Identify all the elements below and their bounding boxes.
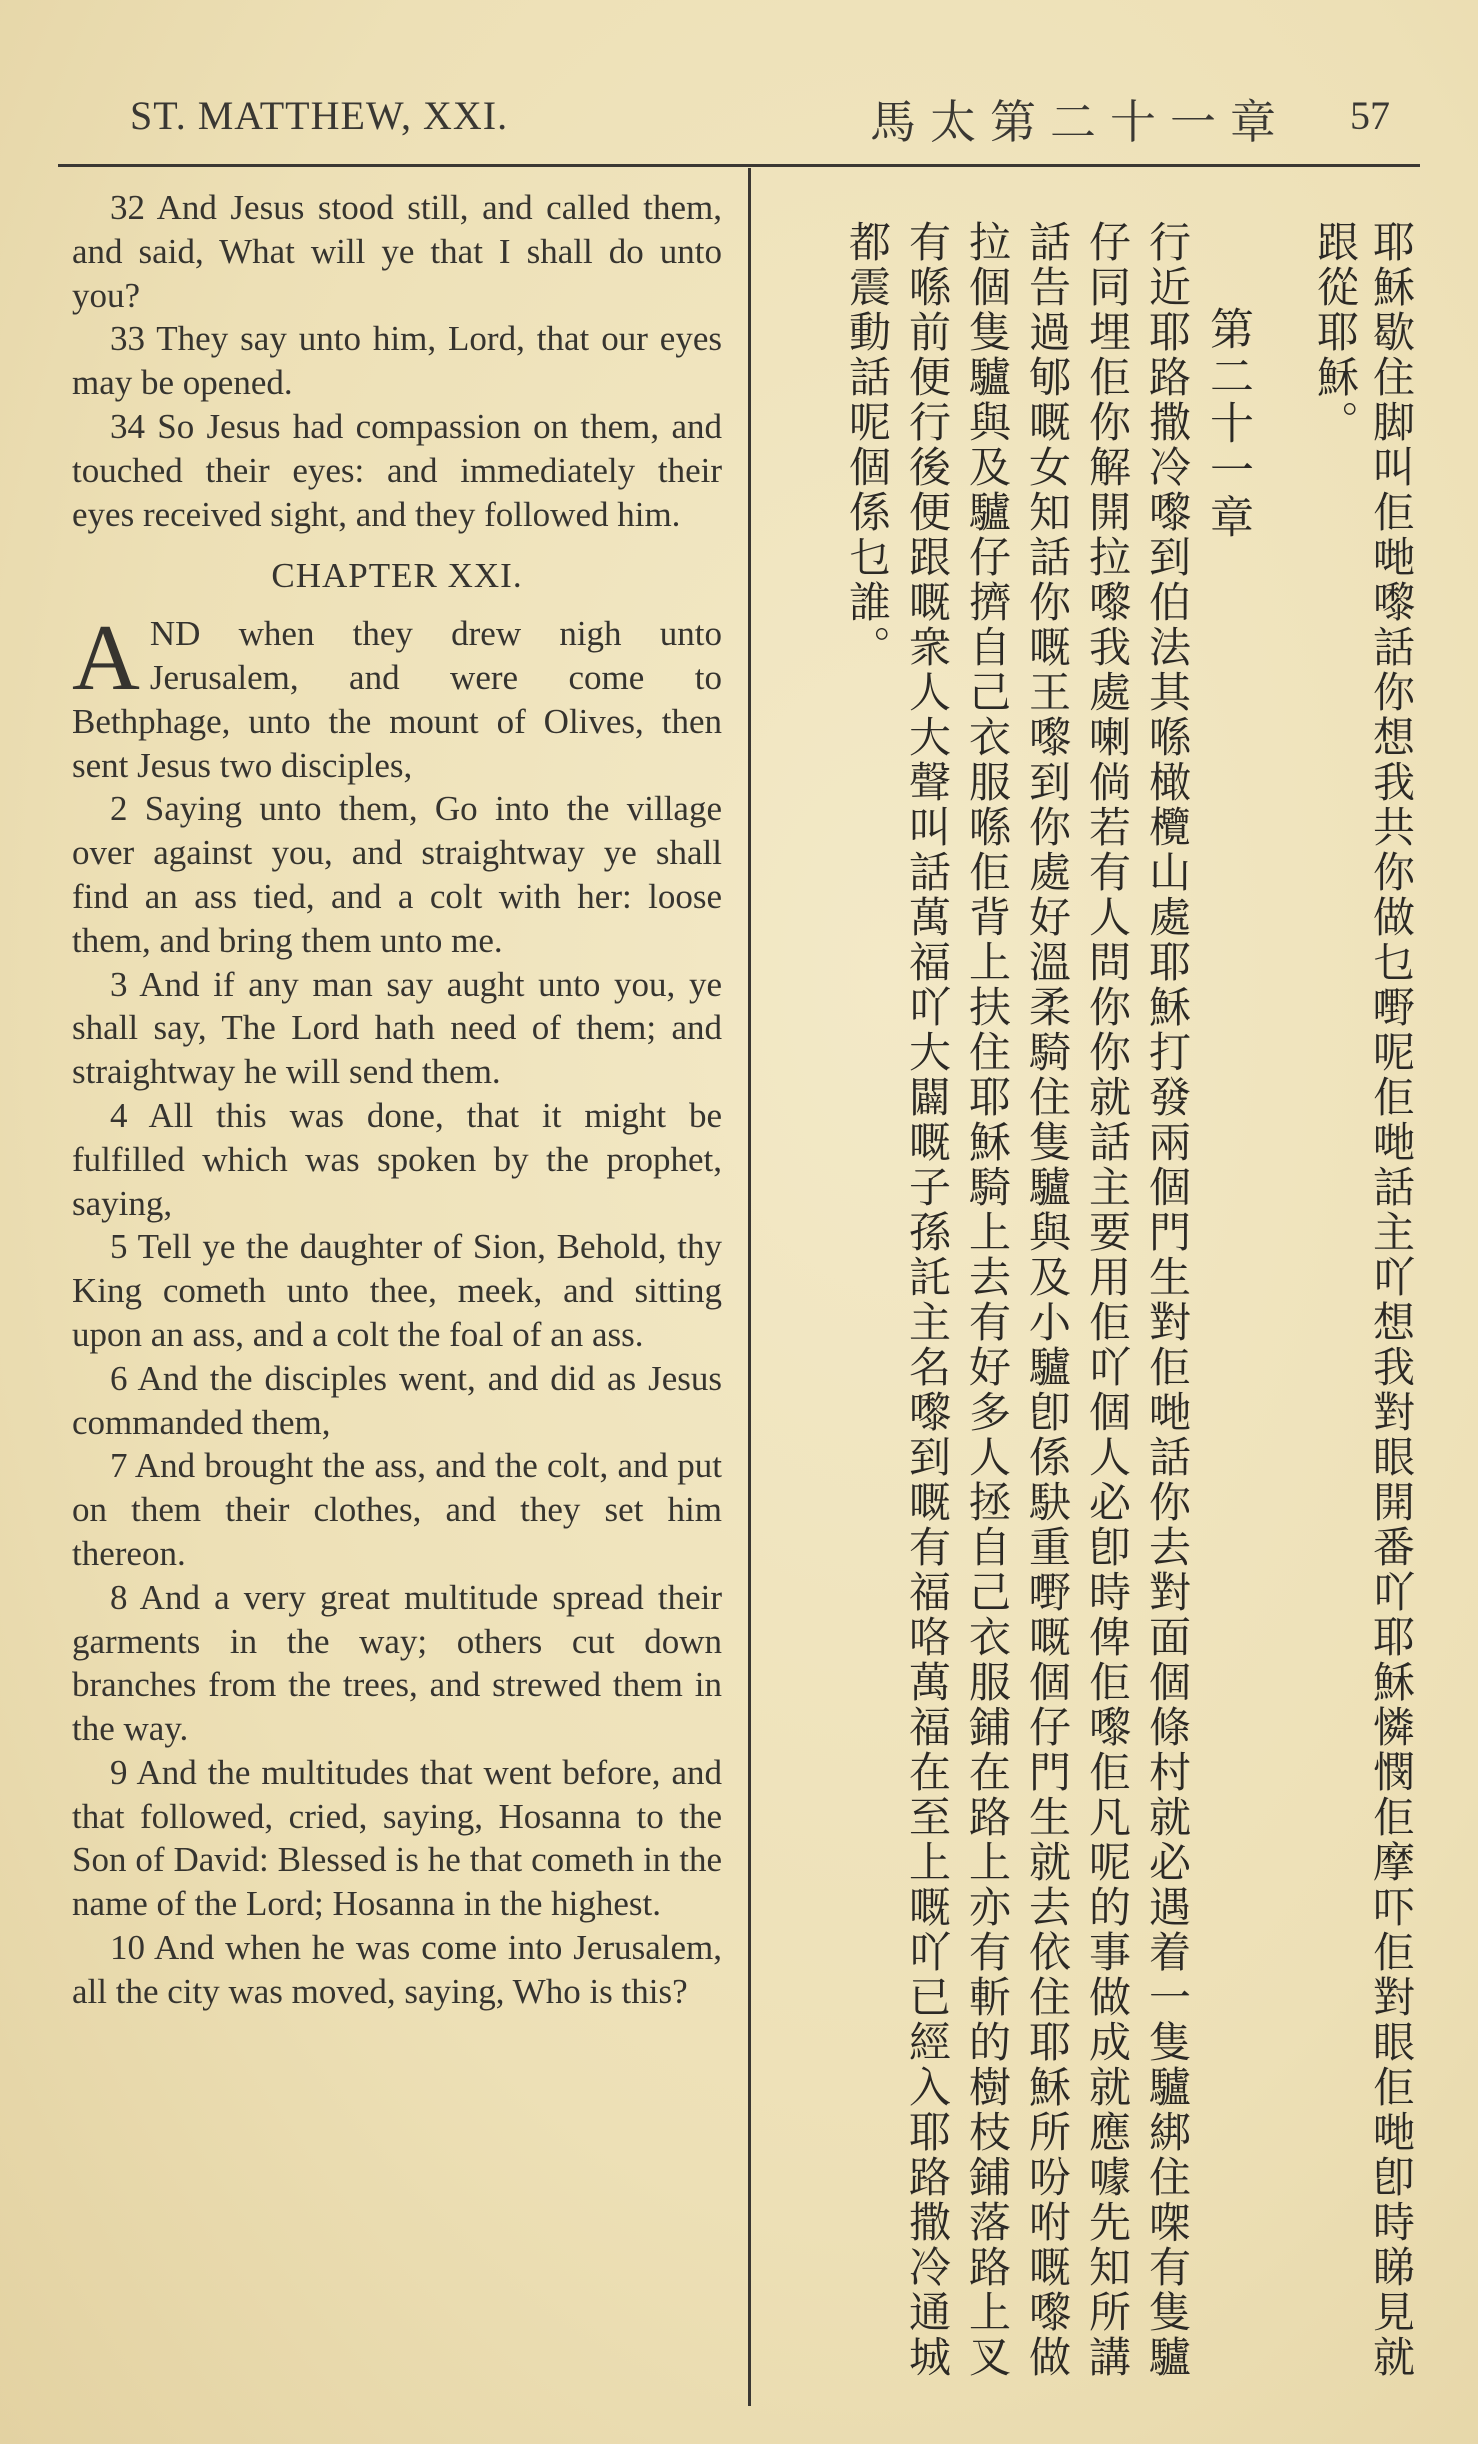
chinese-chapter-heading: 第二十一章 (1202, 306, 1253, 541)
verse-1 (72, 606, 722, 787)
verse-4: 4 All this was done, that it might be fulfilled which was spoken by the prophet, saying, (72, 1095, 722, 1223)
running-title-chinese: 馬太第二十一章 (870, 95, 1290, 149)
chinese-line-2: 跟從耶穌。 (1311, 220, 1360, 445)
verse-2: 2 Saying unto them, Go into the village over against you, and straightway ye shall find an ass tied, and a colt with her: loose them, and bring them unto me. (72, 789, 722, 960)
chinese-line-5: 話告過郇嘅女知話你嘅王嚟到你處好溫柔騎住隻驢與及小驢卽係駃重嘢嘅個仔門生就去依住耶穌所吩咐嘅嚟做 (1023, 220, 1072, 2380)
chinese-line-3: 行近耶路撒冷嚟到伯法其喺橄欖山處耶穌打發兩個門生對佢哋話你去對面個條村就必遇着一隻驢綁住㗎有隻驢 (1143, 220, 1192, 2380)
chinese-line-4: 仔同埋佢你解開拉嚟我處喇倘若有人問你你就話主要用佢吖個人必卽時俾佢嚟佢凡呢的事做成就應噱先知所講 (1083, 220, 1132, 2380)
chinese-line-6: 拉個隻驢與及驢仔擠自己衣服喺佢背上扶住耶穌騎上去有好多人拯自己衣服鋪在路上亦有斬的樹枝鋪落路上叉 (963, 220, 1012, 2380)
verse-7: 7 And brought the ass, and the colt, and put on them their clothes, and they set him thereon. (72, 1446, 722, 1573)
chinese-line-1: 耶穌歇住脚叫佢哋嚟話你想我共你做乜嘢呢佢哋話主吖想我對眼開番吖耶穌憐憫佢摩吓佢對眼佢哋卽時睇見就 (1367, 220, 1416, 2380)
verse-6: 6 And the disciples went, and did as Jesus commanded them, (72, 1358, 722, 1442)
chapter-heading: CHAPTER XXI. (271, 556, 523, 596)
chinese-line-7: 有喺前便行後便跟嘅衆人大聲叫話萬福吖大闢嘅子孫託主名嚟到嘅有福咯萬福在至上嘅吖已經入耶路撒冷通城 (903, 220, 952, 2380)
running-title-english: ST. MATTHEW, XXI. (130, 93, 509, 138)
header-rule (58, 164, 1420, 167)
chinese-line-8: 都震動話呢個係乜誰。 (843, 220, 892, 670)
verse-5: 5 Tell ye the daughter of Sion, Behold, thy King cometh unto thee, meek, and sitting upon an ass, and a colt the foal of an ass. (72, 1227, 722, 1354)
page-number: 57 (1350, 93, 1390, 138)
verse-3: 3 And if any man say aught unto you, ye shall say, The Lord hath need of them; and straightway he will send them. (72, 964, 722, 1092)
drop-cap: A (72, 606, 140, 711)
verse-9: 9 And the multitudes that went before, and that followed, cried, saying, Hosanna to the Son of David: Blessed is he that cometh in the name of the Lord; Hosanna in the highest. (72, 1752, 722, 1924)
verse-34: 34 So Jesus had compassion on them, and touched their eyes: and immediately their eyes received sight, and they followed him. (72, 406, 722, 534)
verse-32: 32 And Jesus stood still, and called them, and said, What will ye that I shall do unto you? (72, 188, 722, 315)
verse-8: 8 And a very great multitude spread their garments in the way; others cut down branches from the trees, and strewed them in the way. (72, 1577, 722, 1749)
verse-33: 33 They say unto him, Lord, that our eyes may be opened. (72, 319, 722, 403)
column-divider (748, 168, 751, 2406)
verse-10: 10 And when he was come into Jerusalem, all the city was moved, saying, Who is this? (72, 1928, 722, 2011)
chinese-column (770, 186, 1420, 2386)
english-column (72, 186, 722, 2014)
verse-1-text: ND when they drew nigh unto Jerusalem, and were come to Bethphage, unto the mount of Olives, then sent Jesus two disciples, (72, 614, 722, 785)
